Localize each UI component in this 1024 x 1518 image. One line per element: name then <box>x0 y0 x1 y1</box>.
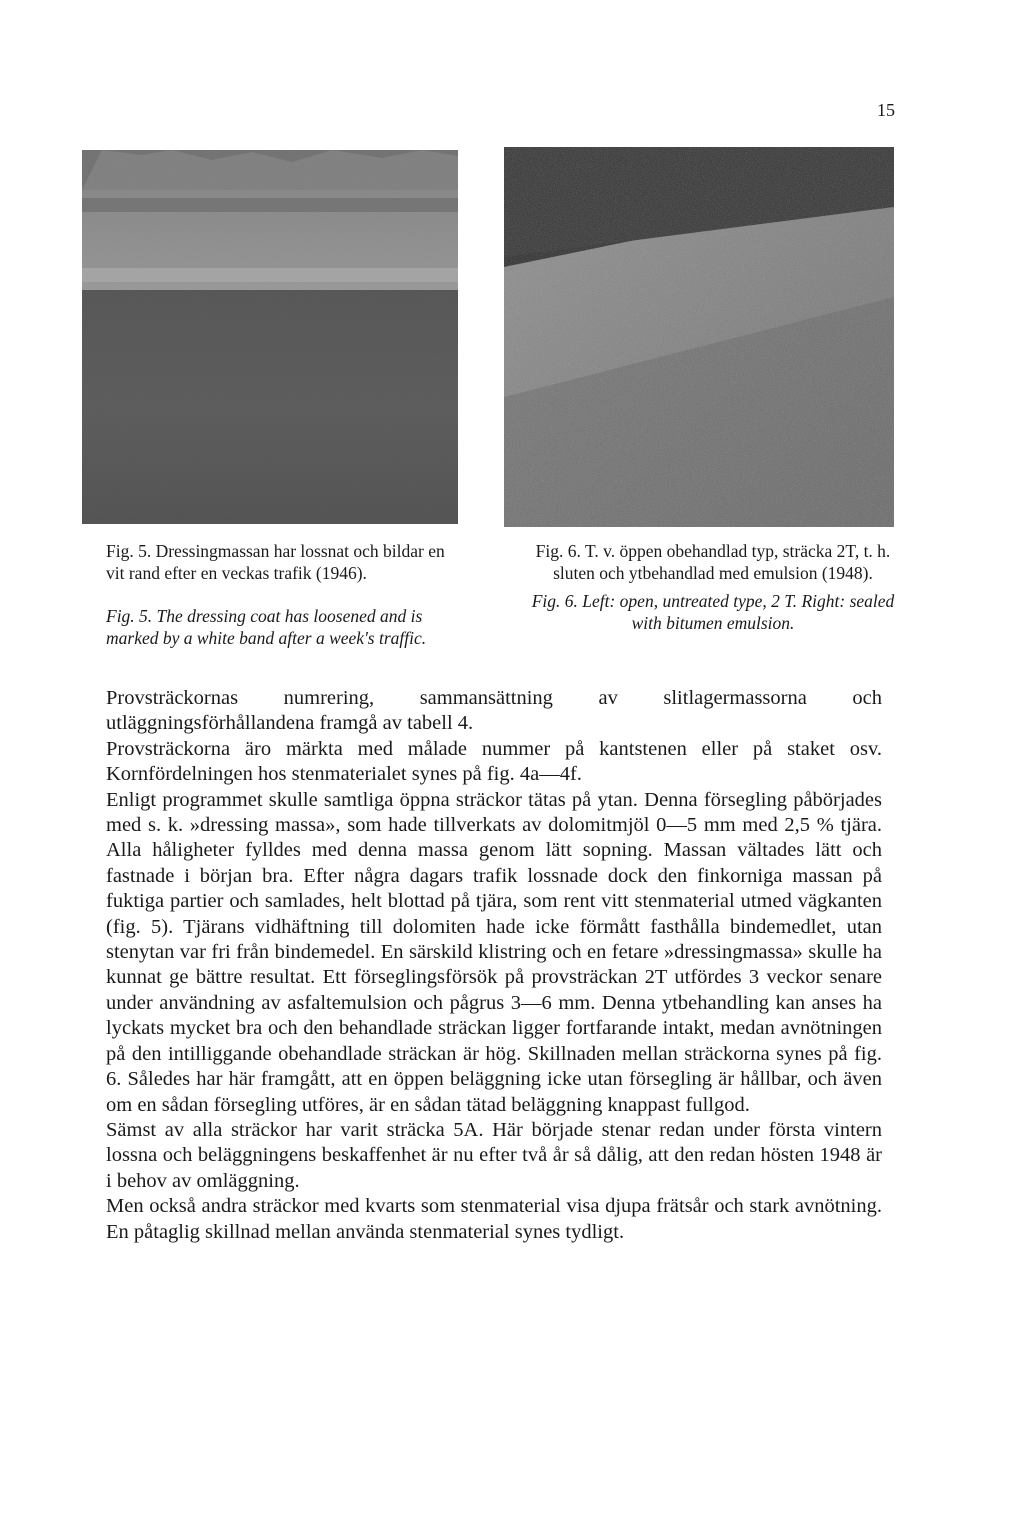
figure-6-caption <box>527 540 899 634</box>
body-text <box>106 686 882 1245</box>
paragraph-4: Sämst av alla sträckor har varit sträcka 5A. Här började stenar redan under första vintern lossna och beläggningens beskaffenhet är nu efter två år så dålig, att den redan hösten 1948 är i behov av omläggning. <box>106 1118 882 1192</box>
paragraph-5: Men också andra sträckor med kvarts som stenmaterial visa djupa frätsår och stark avnötning. En påtaglig skillnad mellan använda stenmaterial synes tydligt. <box>106 1195 882 1243</box>
figure-5-caption-swedish: Fig. 5. Dressingmassan har lossnat och bildar en vit rand efter en veckas trafik (1946). <box>106 541 445 583</box>
figure-5-caption-english: Fig. 5. The dressing coat has loosened and is marked by a white band after a week's traffic. <box>106 606 427 648</box>
figure-5-photo <box>82 150 458 524</box>
figure-6-photo <box>504 147 894 527</box>
paragraph-2: Provsträckorna äro märkta med målade nummer på kantstenen eller på staket osv. Kornfördelningen hos stenmaterialet synes på fig. 4a—4f. <box>106 737 882 786</box>
figure-6-caption-swedish: Fig. 6. T. v. öppen obehandlad typ, sträcka 2T, t. h. sluten och ytbehandlad med emulsion (1948). <box>535 541 891 583</box>
page-number: 15 <box>877 100 895 120</box>
paragraph-3: Enligt programmet skulle samtliga öppna sträckor tätas på ytan. Denna försegling påbörjades med s. k. »dressing massa», som hade tillverkats av dolomitmjöl 0—5 mm med 2,5 % tjära. Alla håligheter fylldes med denna massa genom lätt sopning. Massan vältades lätt och fastnade i början bra. Efter några dagars trafik lossnade dock den finkorniga massan på fuktiga partier och samlades, helt blottad på tjära, som rent vitt stenmaterial utmed vägkanten (fig. 5). Tjärans vidhäftning till dolomiten hade icke förmått fasthålla bindemedlet, utan stenytan var fri från bindemedel. En särskild klistring och en fetare »dressingmassa» skulle ha kunnat ge bättre resultat. Ett förseglingsförsök på provsträckan 2T utfördes 3 veckor senare under användning av asfaltemulsion och pågrus 3—6 mm. Denna ytbehandling kan anses ha lyckats mycket bra och den behandlade sträckan ligger fortfarande intakt, medan avnötningen på den intilliggande obehandlade sträckan är hög. Skillnaden mellan sträckorna synes på fig. 6. Således har här framgått, att en öppen beläggning icke utan försegling är hållbar, och även om en sådan försegling utföres, är en sådan tätad beläggning knappast fullgod. <box>106 788 882 1116</box>
figure-5-caption <box>106 540 458 649</box>
figure-6-image <box>504 147 894 527</box>
paragraph-1: Provsträckornas numrering, sammansättning av slitlagermassorna och utläggningsförhållandena framgå av tabell 4. <box>106 687 882 735</box>
figure-5-image <box>82 150 458 524</box>
figure-6-caption-english: Fig. 6. Left: open, untreated type, 2 T. Right: sealed with bitumen emulsion. <box>531 591 895 633</box>
